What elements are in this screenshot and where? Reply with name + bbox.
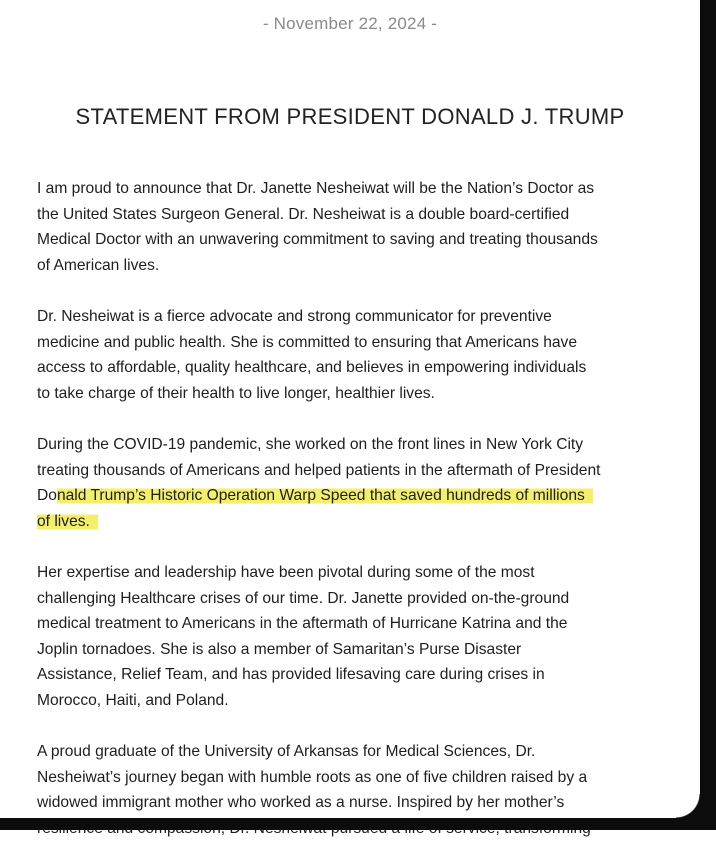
paragraph-2 <box>37 304 677 406</box>
paragraph-line: Joplin tornadoes. She is also a member of Samaritan’s Purse Disaster <box>37 640 522 658</box>
line-prefix: Do <box>37 487 57 505</box>
screen-frame-corner <box>676 794 700 818</box>
screen-frame-right <box>700 0 716 830</box>
statement-title: STATEMENT FROM PRESIDENT DONALD J. TRUMP <box>75 104 625 129</box>
paragraph-line: A proud graduate of the University of Arkansas for Medical Sciences, Dr. <box>37 743 536 761</box>
paragraph-4 <box>37 560 677 714</box>
paragraph-line: medical treatment to Americans in the aftermath of Hurricane Katrina and the <box>37 615 568 633</box>
paragraph-line: I am proud to announce that Dr. Janette Nesheiwat will be the Nation’s Doctor as <box>37 180 595 197</box>
paragraph-line: medicine and public health. She is committed to ensuring that Americans have <box>37 333 578 351</box>
paragraph-line: treating thousands of Americans and helped patients in the aftermath of President <box>37 461 601 479</box>
screen-frame-bottom <box>0 818 716 830</box>
paragraph-line: access to affordable, quality healthcare, and believes in empowering individuals <box>37 359 587 377</box>
paragraph-1 <box>37 176 677 278</box>
paragraph-line: the United States Surgeon General. Dr. Nesheiwat is a double board-certified <box>37 205 570 223</box>
paragraph-line-highlighted <box>37 483 677 509</box>
paragraph-line: Assistance, Relief Team, and has provided lifesaving care during crises in <box>37 666 545 684</box>
paragraph-3 <box>37 432 677 534</box>
paragraph-line: of American lives. <box>37 256 160 274</box>
paragraph-line-highlighted <box>37 509 677 535</box>
paragraph-line: Dr. Nesheiwat is a fierce advocate and strong communicator for preventive <box>37 307 552 325</box>
paragraph-line: Morocco, Haiti, and Poland. <box>37 691 229 709</box>
highlighted-text: nald Trump’s Historic Operation Warp Speed that saved hundreds of millions <box>57 487 593 504</box>
paragraph-line: Medical Doctor with an unwavering commitment to saving and treating thousands <box>37 231 598 249</box>
paragraph-line: to take charge of their health to live longer, healthier lives. <box>37 384 435 402</box>
paragraph-line: challenging Healthcare crises of our time. Dr. Janette provided on-the-ground <box>37 589 570 607</box>
statement-body <box>37 176 677 867</box>
paragraph-line: Nesheiwat’s journey began with humble roots as one of five children raised by a <box>37 768 588 786</box>
statement-date: - November 22, 2024 - <box>262 14 438 33</box>
paragraph-line: During the COVID-19 pandemic, she worked on the front lines in New York City <box>37 435 584 453</box>
highlighted-text: of lives. <box>37 513 98 530</box>
paragraph-line: widowed immigrant mother who worked as a nurse. Inspired by her mother’s <box>37 794 565 812</box>
paragraph-line: Her expertise and leadership have been pivotal during some of the most <box>37 563 535 581</box>
